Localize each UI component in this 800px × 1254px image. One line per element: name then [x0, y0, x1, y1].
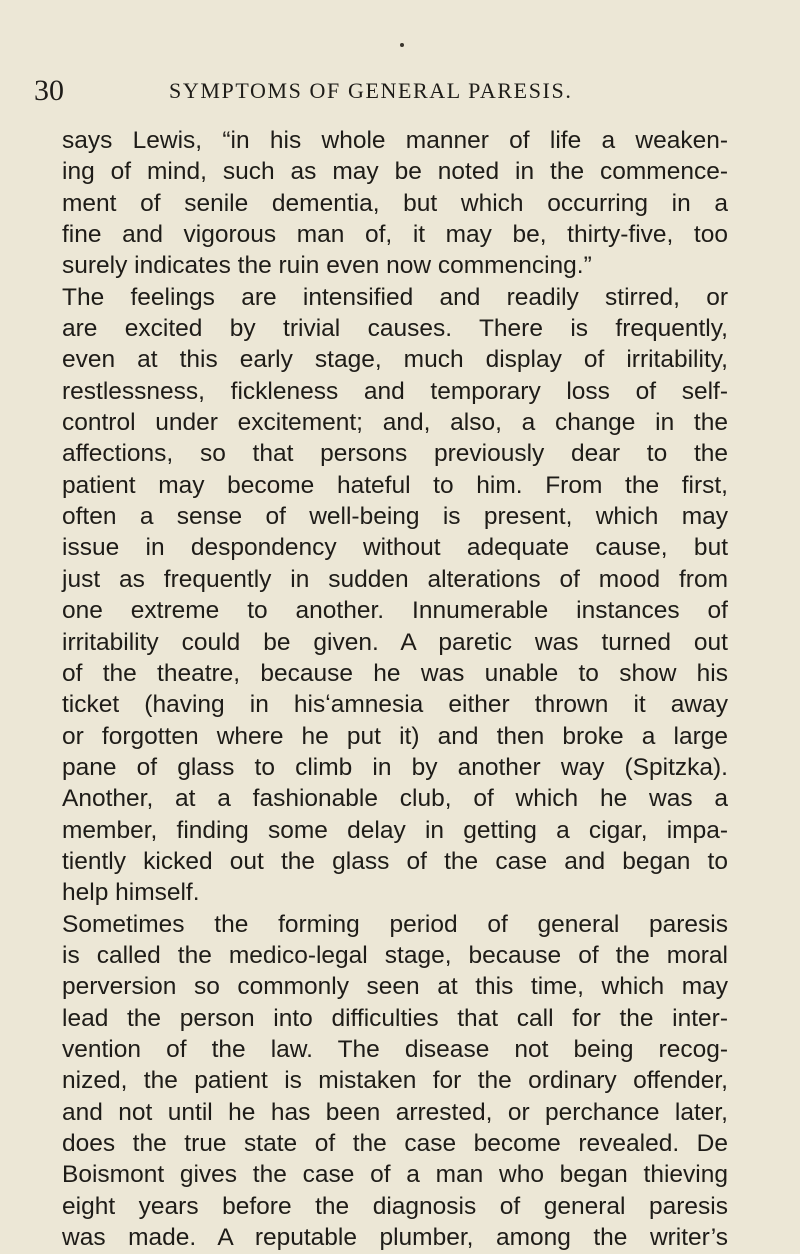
- text-line: patient may become hateful to him. From the first,: [62, 471, 728, 499]
- text-line: tiently kicked out the glass of the case and began to: [62, 847, 728, 875]
- text-line: fine and vigorous man of, it may be, thirty-five, too: [62, 221, 728, 249]
- text-line: nized, the patient is mistaken for the ordinary offender,: [62, 1067, 728, 1095]
- text-line: surely indicates the ruin even now commencing.”: [62, 252, 592, 280]
- text-line: affections, so that persons previously dear to the: [62, 440, 728, 468]
- text-line: Sometimes the forming period of general paresis: [62, 910, 728, 938]
- text-line: Boismont gives the case of a man who began thieving: [62, 1161, 728, 1189]
- text-line: member, finding some delay in getting a cigar, impa-: [62, 816, 728, 844]
- text-line: just as frequently in sudden alterations of mood from: [62, 565, 728, 593]
- text-line: eight years before the diagnosis of general paresis: [62, 1192, 728, 1220]
- text-line: does the true state of the case become revealed. De: [62, 1130, 728, 1157]
- text-line: says Lewis, “in his whole manner of life a weaken-: [62, 127, 728, 154]
- text-line: irritability could be given. A paretic was turned out: [62, 628, 728, 656]
- text-line: lead the person into difficulties that call for the inter-: [62, 1004, 728, 1032]
- text-line: pane of glass to climb in by another way (Spitzka).: [62, 753, 728, 781]
- text-line: restlessness, fickleness and temporary loss of self-: [62, 377, 728, 405]
- text-line: help himself.: [62, 879, 200, 907]
- text-line: The feelings are intensified and readily stirred, or: [62, 283, 728, 311]
- text-line: ment of senile dementia, but which occurring in a: [62, 189, 728, 217]
- text-line: and not until he has been arrested, or perchance later,: [62, 1098, 728, 1126]
- body-text: [62, 125, 728, 1253]
- text-line: even at this early stage, much display of irritability,: [62, 346, 728, 374]
- text-line: control under excitement; and, also, a change in the: [62, 409, 728, 437]
- page-header: [34, 74, 754, 108]
- print-speck: [400, 43, 404, 47]
- text-line: issue in despondency without adequate cause, but: [62, 534, 728, 562]
- text-line: often a sense of well-being is present, which may: [62, 503, 728, 531]
- text-line: Another, at a fashionable club, of which he was a: [62, 785, 728, 813]
- text-line: is called the medico-legal stage, because of the moral: [62, 941, 728, 969]
- text-line: ticket (having in hisʻamnesia either thrown it away: [62, 691, 728, 719]
- text-line: one extreme to another. Innumerable instances of: [62, 597, 728, 625]
- text-line: are excited by trivial causes. There is frequently,: [62, 315, 728, 343]
- text-line: perversion so commonly seen at this time, which may: [62, 973, 728, 1001]
- text-line: vention of the law. The disease not being recog-: [62, 1035, 728, 1063]
- running-title: SYMPTOMS OF GENERAL PARESIS.: [169, 78, 573, 103]
- text-line: ing of mind, such as may be noted in the commence-: [62, 158, 728, 186]
- page-number: 30: [34, 74, 64, 107]
- text-line: of the theatre, because he was unable to show his: [62, 659, 728, 687]
- text-line: was made. A reputable plumber, among the writer’s: [62, 1224, 728, 1252]
- text-line: or forgotten where he put it) and then broke a large: [62, 722, 728, 750]
